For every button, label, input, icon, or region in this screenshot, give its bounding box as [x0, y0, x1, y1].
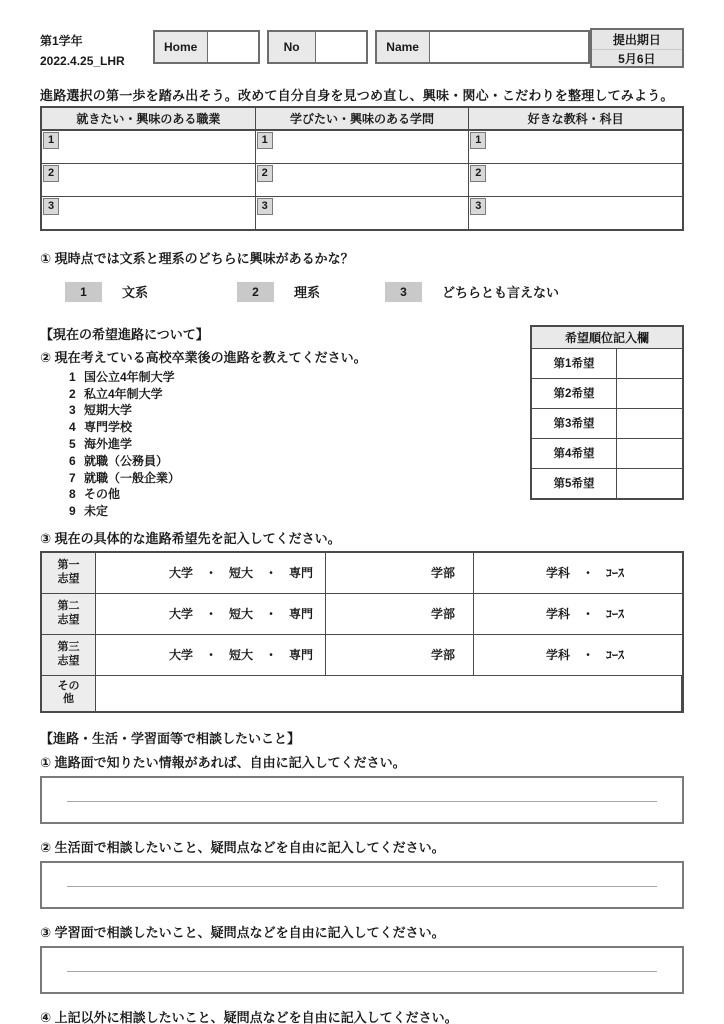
item-number: 2 [69, 386, 76, 401]
rank-input-3[interactable] [617, 409, 682, 438]
home-field-pair [153, 30, 260, 64]
option-chip-3[interactable]: 3 [385, 282, 422, 302]
rank-input-2[interactable] [617, 379, 682, 408]
consult-input-1[interactable] [40, 776, 684, 824]
study-field-input-1[interactable] [256, 131, 470, 163]
item-label: 就職（公務員） [84, 453, 169, 468]
interest-table-row-2 [42, 164, 682, 197]
choice-3-department-input[interactable]: 学科 ・ ｺｰｽ [474, 635, 682, 676]
item-label: 就職（一般企業） [84, 470, 181, 485]
question-1-options [65, 282, 684, 302]
list-item [69, 402, 530, 419]
choice-1-department-input[interactable]: 学科 ・ ｺｰｽ [474, 553, 682, 594]
rank-label-3: 第3希望 [532, 409, 617, 438]
rank-label-4: 第4希望 [532, 439, 617, 468]
rank-row-4 [532, 439, 682, 469]
rank-input-5[interactable] [617, 469, 682, 498]
consult-prompt-3: ③ 学習面で相談したいこと、疑問点などを自由に記入してください。 [40, 924, 445, 940]
item-label: 未定 [84, 504, 109, 519]
consult-input-3[interactable] [40, 946, 684, 994]
choice-2-faculty-input[interactable]: 学部 [326, 594, 474, 635]
due-date-label: 提出期日 [612, 33, 661, 47]
item-number: 3 [69, 403, 76, 418]
row-number-chip: 3 [470, 198, 486, 215]
number-field-input[interactable] [316, 32, 366, 62]
intro-sentence: 進路選択の第一歩を踏み出そう。改めて自分自身を見つめ直し、興味・関心・こだわりを整理してみよう。 [40, 87, 674, 103]
hope-section-heading: 【現在の希望進路について】 [40, 326, 209, 342]
choice-3-label: 第三志望 [42, 635, 96, 676]
choice-school-table [40, 551, 684, 713]
row-number-chip: 3 [43, 198, 59, 215]
rank-row-1 [532, 349, 682, 379]
other-input[interactable] [96, 676, 682, 711]
consult-prompt-2: ② 生活面で相談したいこと、疑問点などを自由に記入してください。 [40, 839, 445, 855]
rank-entry-table [530, 325, 684, 500]
rank-row-3 [532, 409, 682, 439]
question-1-prompt: ① 現時点では文系と理系のどちらに興味があるかな？ [40, 250, 354, 266]
item-number: 7 [69, 470, 76, 485]
grade-label: 第1学年 [40, 34, 83, 48]
consult-item-3 [40, 922, 684, 994]
header-left [40, 28, 147, 72]
list-item [69, 470, 530, 487]
item-label: 国公立4年制大学 [84, 369, 175, 384]
list-item [69, 486, 530, 503]
rank-input-4[interactable] [617, 439, 682, 468]
consult-section [40, 728, 684, 1024]
question-3 [40, 528, 684, 713]
column-header-favorite-subject: 好きな教科・科目 [527, 111, 624, 126]
row-number-chip: 2 [43, 165, 59, 182]
choice-1-school-input[interactable]: 大学 ・ 短大 ・ 専門 [96, 553, 326, 594]
consult-input-2[interactable] [40, 861, 684, 909]
option-label-undecided: どちらとも言えない [442, 285, 560, 301]
writing-line [67, 971, 657, 972]
question-2-prompt: ② 現在考えている高校卒業後の進路を教えてください。 [40, 349, 367, 365]
item-number: 9 [69, 504, 76, 519]
number-field-pair [267, 30, 368, 64]
question-3-prompt: ③ 現在の具体的な進路希望先を記入してください。 [40, 530, 341, 546]
item-label: 海外進学 [84, 436, 133, 451]
name-field-pair [375, 30, 590, 64]
due-date-value: 5月6日 [592, 49, 682, 68]
consult-item-1 [40, 752, 684, 824]
writing-line [67, 801, 657, 802]
occupation-input-3[interactable] [42, 197, 256, 229]
option-label-rikei: 理系 [294, 285, 321, 301]
list-item [69, 369, 530, 386]
row-number-chip: 1 [257, 132, 273, 149]
choice-2-department-input[interactable]: 学科 ・ ｺｰｽ [474, 594, 682, 635]
study-field-input-3[interactable] [256, 197, 470, 229]
item-label: 短期大学 [84, 403, 133, 418]
item-label: 専門学校 [84, 420, 133, 435]
study-field-input-2[interactable] [256, 164, 470, 196]
list-item [69, 386, 530, 403]
path-options-list [69, 369, 530, 520]
subject-input-2[interactable] [469, 164, 682, 196]
choice-3-school-input[interactable]: 大学 ・ 短大 ・ 専門 [96, 635, 326, 676]
subject-input-1[interactable] [469, 131, 682, 163]
other-label: その他 [42, 676, 96, 711]
option-undecided [385, 282, 559, 302]
item-number: 5 [69, 436, 76, 451]
item-number: 6 [69, 453, 76, 468]
hope-section [40, 324, 684, 520]
row-number-chip: 2 [257, 165, 273, 182]
home-field-label: Home [155, 32, 208, 62]
name-field-input[interactable] [430, 32, 588, 62]
occupation-input-2[interactable] [42, 164, 256, 196]
due-date-box [590, 28, 684, 68]
header [40, 28, 684, 72]
subject-input-3[interactable] [469, 197, 682, 229]
rank-label-2: 第2希望 [532, 379, 617, 408]
choice-3-faculty-input[interactable]: 学部 [326, 635, 474, 676]
choice-2-label: 第二志望 [42, 594, 96, 635]
choice-1-label: 第一志望 [42, 553, 96, 594]
occupation-input-1[interactable] [42, 131, 256, 163]
consult-section-heading: 【進路・生活・学習面等で相談したいこと】 [40, 730, 301, 746]
list-item [69, 436, 530, 453]
column-header-study-field: 学びたい・興味のある学問 [256, 108, 470, 129]
rank-row-5 [532, 469, 682, 498]
row-number-chip: 1 [43, 132, 59, 149]
item-number: 1 [69, 369, 76, 384]
lesson-date-label: 2022.4.25_LHR [40, 54, 125, 69]
list-item [69, 419, 530, 436]
rank-input-1[interactable] [617, 349, 682, 378]
list-item [69, 453, 530, 470]
row-number-chip: 2 [470, 165, 486, 182]
consult-prompt-4: ④ 上記以外に相談したいこと、疑問点などを自由に記入してください。 [40, 1009, 458, 1024]
rank-label-1: 第1希望 [532, 349, 617, 378]
consult-prompt-1: ① 進路面で知りたい情報があれば、自由に記入してください。 [40, 754, 406, 770]
row-number-chip: 1 [470, 132, 486, 149]
choice-2-school-input[interactable]: 大学 ・ 短大 ・ 専門 [96, 594, 326, 635]
item-label: 私立4年制大学 [84, 386, 163, 401]
option-label-bunkei: 文系 [122, 285, 149, 301]
row-number-chip: 3 [257, 198, 273, 215]
choice-1-faculty-input[interactable]: 学部 [326, 553, 474, 594]
option-rikei [237, 282, 385, 302]
home-field-input[interactable] [208, 32, 258, 62]
rank-label-5: 第5希望 [532, 469, 617, 498]
header-fields [153, 30, 590, 64]
item-label: その他 [84, 487, 121, 502]
rank-table-title: 希望順位記入欄 [532, 327, 682, 349]
rank-row-2 [532, 379, 682, 409]
column-header-occupation: 就きたい・興味のある職業 [42, 108, 256, 129]
interest-table-row-1 [42, 131, 682, 164]
option-chip-2[interactable]: 2 [237, 282, 274, 302]
name-field-label: Name [377, 32, 430, 62]
hope-section-left [40, 324, 530, 520]
option-chip-1[interactable]: 1 [65, 282, 102, 302]
interest-table-header-row [42, 108, 682, 131]
consult-item-4 [40, 1007, 684, 1024]
writing-line [67, 886, 657, 887]
option-bunkei [65, 282, 237, 302]
interest-table [40, 106, 684, 231]
item-number: 8 [69, 487, 76, 502]
interest-table-row-3 [42, 197, 682, 229]
list-item [69, 503, 530, 520]
item-number: 4 [69, 420, 76, 435]
number-field-label: No [269, 32, 316, 62]
question-1 [40, 248, 684, 302]
consult-item-2 [40, 837, 684, 909]
